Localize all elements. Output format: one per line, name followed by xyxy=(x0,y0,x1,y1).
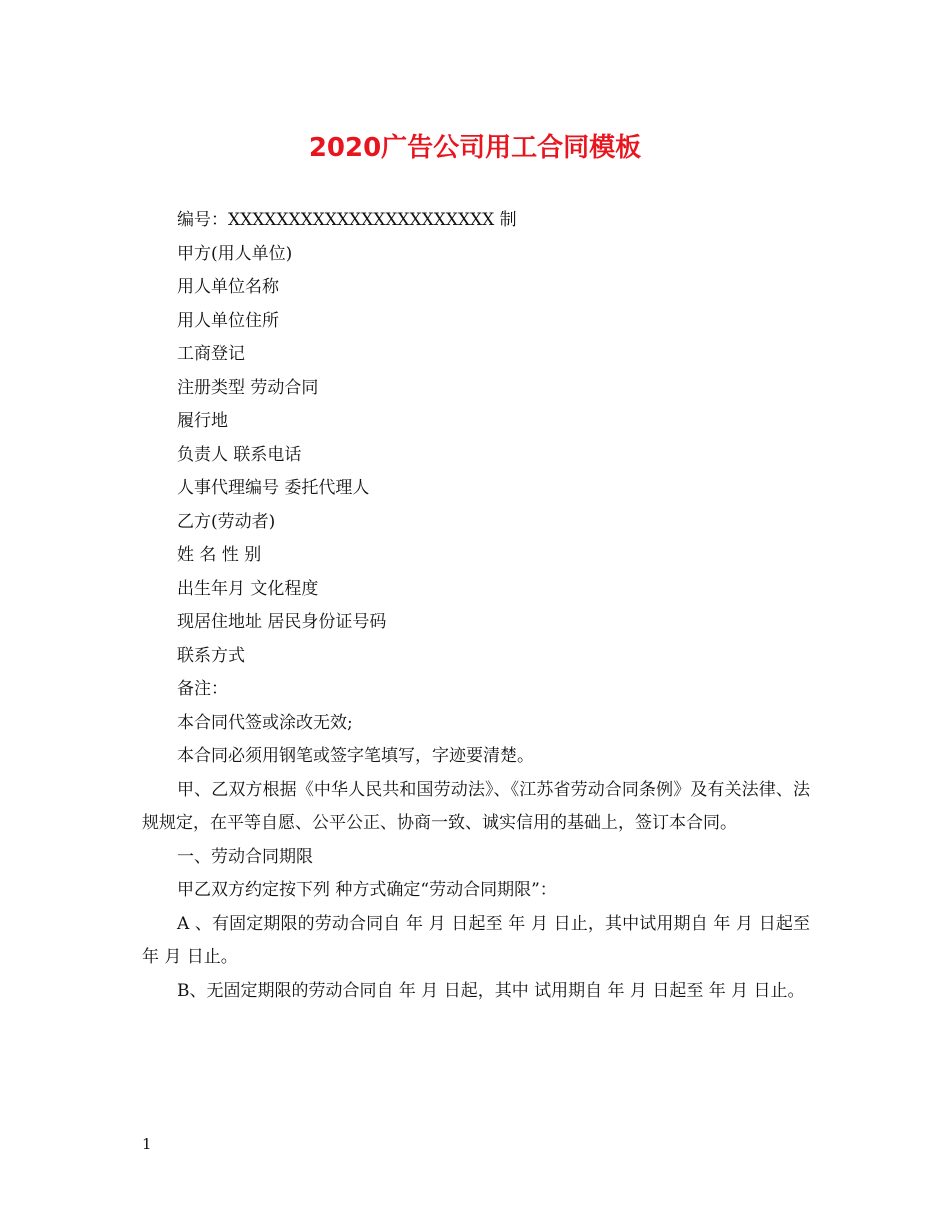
employer-name-line: 用人单位名称 xyxy=(177,277,279,297)
address-id-line: 现居住地址 居民身份证号码 xyxy=(177,612,387,632)
fixed-term-paragraph: A 、有固定期限的劳动合同自 年 月 日起至 年 月 日止，其中试用期自 年 月 日起至 年 月 日止。 xyxy=(142,913,810,967)
section-1-heading: 一、劳动合同期限 xyxy=(177,846,313,867)
term-method-paragraph: 甲乙双方约定按下列 种方式确定“劳动合同期限”： xyxy=(177,880,557,900)
contact-line: 联系方式 xyxy=(177,645,245,666)
business-registration-line: 工商登记 xyxy=(177,344,245,364)
responsible-person-line: 负责人 联系电话 xyxy=(177,444,302,465)
note-1-line: 本合同代签或涂改无效; xyxy=(177,712,353,733)
notes-heading: 备注： xyxy=(177,679,228,699)
document-body xyxy=(142,204,810,1008)
contract-number-line: 编号：XXXXXXXXXXXXXXXXXXXXXX 制 xyxy=(177,210,517,230)
preamble-paragraph: 甲、乙双方根据《中华人民共和国劳动法》、《江苏省劳动合同条例》及有关法律、法规规定，在平等自愿、公平公正、协商一致、诚实信用的基础上，签订本合同。 xyxy=(142,779,810,833)
name-gender-line: 姓 名 性 别 xyxy=(177,545,262,565)
party-a-heading: 甲方(用人单位) xyxy=(177,243,293,264)
place-of-performance-line: 履行地 xyxy=(177,411,228,431)
hr-agency-line: 人事代理编号 委托代理人 xyxy=(177,478,370,498)
birth-education-line: 出生年月 文化程度 xyxy=(177,578,319,599)
document-title: 2020广告公司用工合同模板 xyxy=(308,133,642,163)
note-2-line: 本合同必须用钢笔或签字笔填写，字迹要清楚。 xyxy=(177,746,534,766)
employer-address-line: 用人单位住所 xyxy=(177,310,279,331)
party-b-heading: 乙方(劳动者) xyxy=(177,511,276,532)
page-number: 1 xyxy=(142,1135,152,1153)
open-term-paragraph: B、无固定期限的劳动合同自 年 月 日起，其中 试用期自 年 月 日起至 年 月 日止。 xyxy=(177,980,805,1001)
registration-type-line: 注册类型 劳动合同 xyxy=(177,377,319,398)
